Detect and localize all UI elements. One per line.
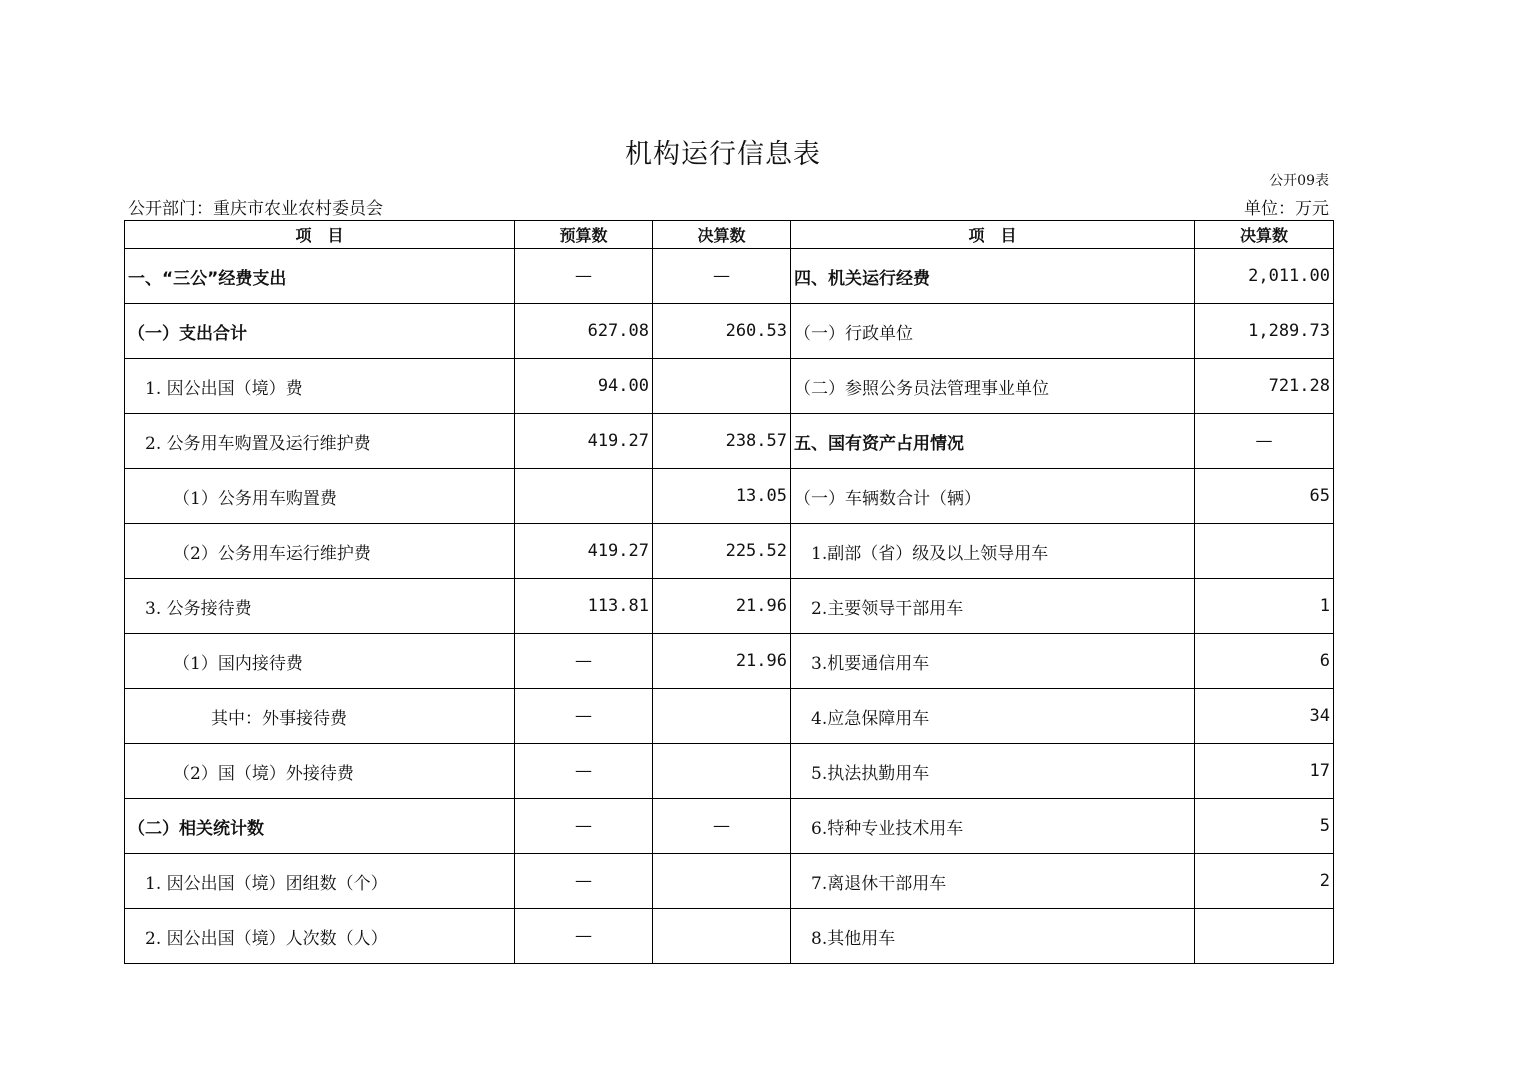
final-value: 13.05: [653, 469, 791, 524]
left-item: 一、“三公”经费支出: [125, 249, 515, 304]
table-row: [125, 414, 1334, 469]
left-item: （二）相关统计数: [125, 799, 515, 854]
final-value: [653, 854, 791, 909]
header-budget: 预算数: [515, 221, 653, 249]
right-item: 3.机要通信用车: [791, 634, 1195, 689]
right-item: （一）行政单位: [791, 304, 1195, 359]
right-item: 4.应急保障用车: [791, 689, 1195, 744]
final-value: —: [653, 249, 791, 304]
right-value: 2,011.00: [1195, 249, 1334, 304]
table-row: [125, 359, 1334, 414]
table-row: [125, 304, 1334, 359]
left-item: 1. 因公出国（境）费: [125, 359, 515, 414]
final-value: [653, 359, 791, 414]
table-row: [125, 744, 1334, 799]
header-final-left: 决算数: [653, 221, 791, 249]
budget-value: —: [515, 799, 653, 854]
final-value: 225.52: [653, 524, 791, 579]
left-item: 2. 因公出国（境）人次数（人）: [125, 909, 515, 964]
final-value: [653, 689, 791, 744]
budget-value: —: [515, 909, 653, 964]
operations-info-table: [124, 220, 1334, 964]
right-item: 6.特种专业技术用车: [791, 799, 1195, 854]
budget-value: 419.27: [515, 524, 653, 579]
final-value: 21.96: [653, 634, 791, 689]
left-item: 1. 因公出国（境）团组数（个）: [125, 854, 515, 909]
right-item: 五、国有资产占用情况: [791, 414, 1195, 469]
budget-value: —: [515, 744, 653, 799]
right-value: 34: [1195, 689, 1334, 744]
right-value: 1: [1195, 579, 1334, 634]
right-value: 2: [1195, 854, 1334, 909]
right-value: 1,289.73: [1195, 304, 1334, 359]
budget-value: —: [515, 634, 653, 689]
table-row: [125, 249, 1334, 304]
budget-value: —: [515, 854, 653, 909]
right-value: 65: [1195, 469, 1334, 524]
header-final-right: 决算数: [1195, 221, 1334, 249]
budget-value: 627.08: [515, 304, 653, 359]
left-item: （1）公务用车购置费: [125, 469, 515, 524]
final-value: [653, 744, 791, 799]
right-value: [1195, 524, 1334, 579]
table-row: [125, 854, 1334, 909]
right-item: 2.主要领导干部用车: [791, 579, 1195, 634]
budget-value: 94.00: [515, 359, 653, 414]
header-item-right: 项 目: [791, 221, 1195, 249]
final-value: 238.57: [653, 414, 791, 469]
budget-value: [515, 469, 653, 524]
budget-value: 113.81: [515, 579, 653, 634]
table-row: [125, 799, 1334, 854]
right-value: 6: [1195, 634, 1334, 689]
budget-value: —: [515, 249, 653, 304]
header-item-left: 项 目: [125, 221, 515, 249]
final-value: [653, 909, 791, 964]
table-row: [125, 579, 1334, 634]
right-item: 四、机关运行经费: [791, 249, 1195, 304]
table-row: [125, 909, 1334, 964]
right-item: 5.执法执勤用车: [791, 744, 1195, 799]
left-item: 3. 公务接待费: [125, 579, 515, 634]
table-row: [125, 689, 1334, 744]
right-item: （一）车辆数合计（辆）: [791, 469, 1195, 524]
right-item: （二）参照公务员法管理事业单位: [791, 359, 1195, 414]
left-item: （1）国内接待费: [125, 634, 515, 689]
budget-value: —: [515, 689, 653, 744]
left-item: 其中：外事接待费: [125, 689, 515, 744]
table-row: [125, 524, 1334, 579]
unit-label: 单位：万元: [1244, 199, 1329, 219]
page-title: 机构运行信息表: [625, 139, 821, 170]
right-value: 17: [1195, 744, 1334, 799]
form-number: 公开09表: [1269, 173, 1329, 189]
table-row: [125, 469, 1334, 524]
left-item: 2. 公务用车购置及运行维护费: [125, 414, 515, 469]
right-value: [1195, 909, 1334, 964]
final-value: —: [653, 799, 791, 854]
left-item: （2）公务用车运行维护费: [125, 524, 515, 579]
left-item: （一）支出合计: [125, 304, 515, 359]
department-label: 公开部门：重庆市农业农村委员会: [128, 199, 383, 219]
table-header-row: [125, 221, 1334, 249]
right-item: 7.离退休干部用车: [791, 854, 1195, 909]
right-value: —: [1195, 414, 1334, 469]
table-row: [125, 634, 1334, 689]
right-value: 5: [1195, 799, 1334, 854]
right-item: 8.其他用车: [791, 909, 1195, 964]
left-item: （2）国（境）外接待费: [125, 744, 515, 799]
final-value: 260.53: [653, 304, 791, 359]
right-value: 721.28: [1195, 359, 1334, 414]
final-value: 21.96: [653, 579, 791, 634]
right-item: 1.副部（省）级及以上领导用车: [791, 524, 1195, 579]
budget-value: 419.27: [515, 414, 653, 469]
